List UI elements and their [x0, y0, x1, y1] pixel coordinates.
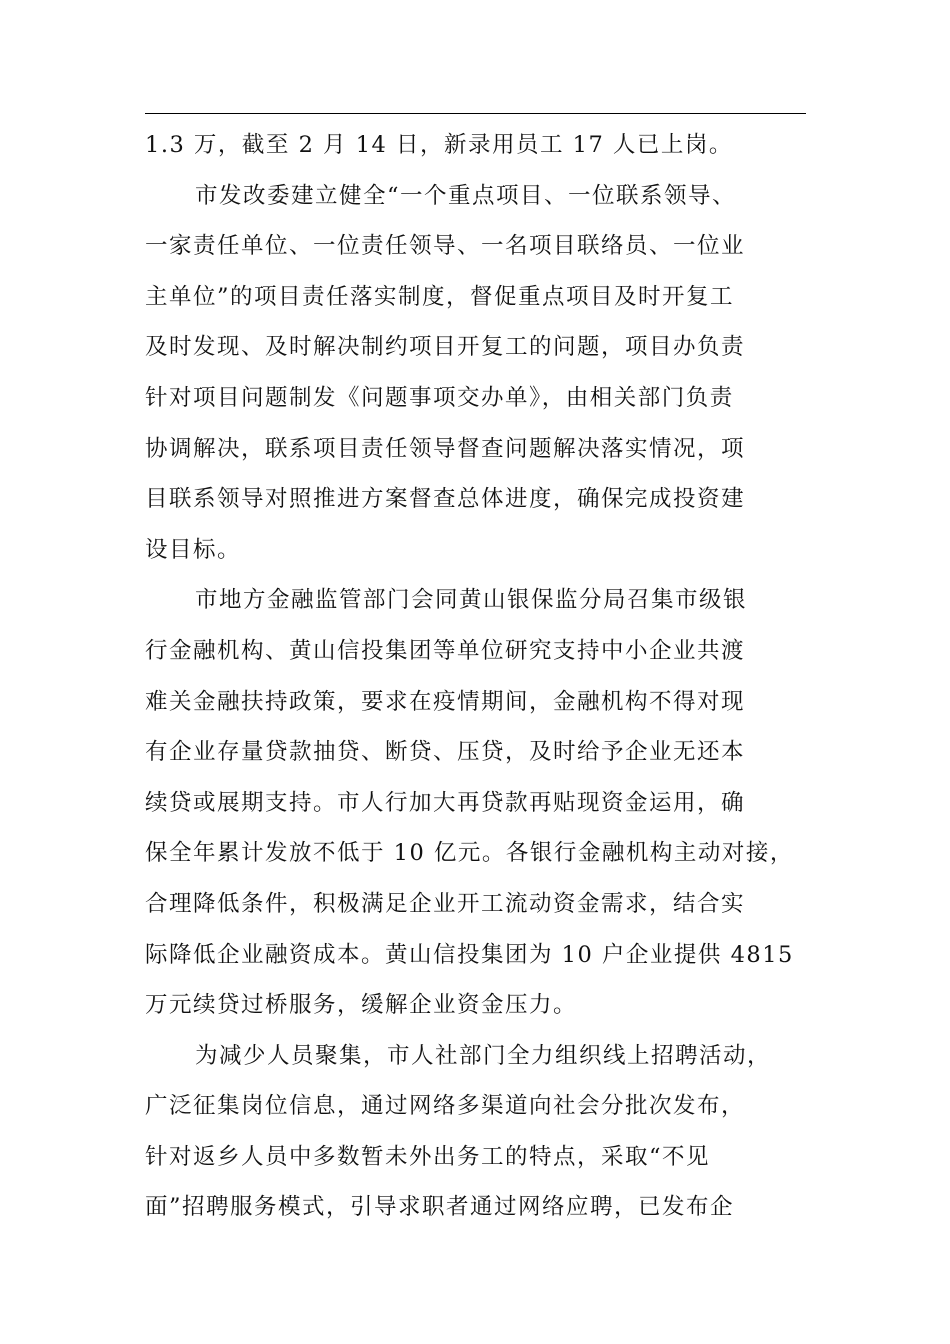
text-line: 协调解决，联系项目责任领导督查问题解决落实情况，项	[145, 435, 746, 462]
text-line: 设目标。	[145, 536, 242, 563]
text-line: 合理降低条件，积极满足企业开工流动资金需求，结合实	[145, 890, 746, 917]
body-text	[145, 120, 806, 1233]
text-line: 广泛征集岗位信息，通过网络多渠道向社会分批次发布，	[145, 1093, 746, 1120]
text-line: 市发改委建立健全“一个重点项目、一位联系领导、	[195, 182, 737, 209]
text-line: 际降低企业融资成本。黄山信投集团为 10 户企业提供 4815	[145, 941, 794, 968]
text-line: 面”招聘服务模式，引导求职者通过网络应聘，已发布企	[145, 1194, 735, 1221]
header-rule	[145, 113, 806, 114]
text-line: 为减少人员聚集，市人社部门全力组织线上招聘活动，	[195, 1042, 772, 1069]
text-line: 针对返乡人员中多数暂未外出务工的特点，采取“不见	[145, 1143, 711, 1170]
text-line: 及时发现、及时解决制约项目开复工的问题，项目办负责	[145, 334, 746, 361]
text-line: 行金融机构、黄山信投集团等单位研究支持中小企业共渡	[145, 637, 746, 664]
text-line: 一家责任单位、一位责任领导、一名项目联络员、一位业	[145, 233, 746, 260]
text-line: 针对项目问题制发《问题事项交办单》，由相关部门负责	[145, 384, 734, 411]
text-line: 难关金融扶持政策，要求在疫情期间，金融机构不得对现	[145, 688, 746, 715]
text-line: 市地方金融监管部门会同黄山银保监分局召集市级银	[195, 587, 748, 614]
text-line: 保全年累计发放不低于 10 亿元。各银行金融机构主动对接，	[145, 840, 794, 867]
text-line: 目联系领导对照推进方案督查总体进度，确保完成投资建	[145, 486, 746, 513]
text-line: 1.3 万，截至 2 月 14 日，新录用员工 17 人已上岗。	[145, 132, 733, 158]
text-line: 主单位”的项目责任落实制度，督促重点项目及时开复工	[145, 283, 735, 310]
text-line: 万元续贷过桥服务，缓解企业资金压力。	[145, 992, 578, 1019]
text-line: 续贷或展期支持。市人行加大再贷款再贴现资金运用，确	[145, 789, 746, 816]
text-line: 有企业存量贷款抽贷、断贷、压贷，及时给予企业无还本	[145, 739, 746, 766]
